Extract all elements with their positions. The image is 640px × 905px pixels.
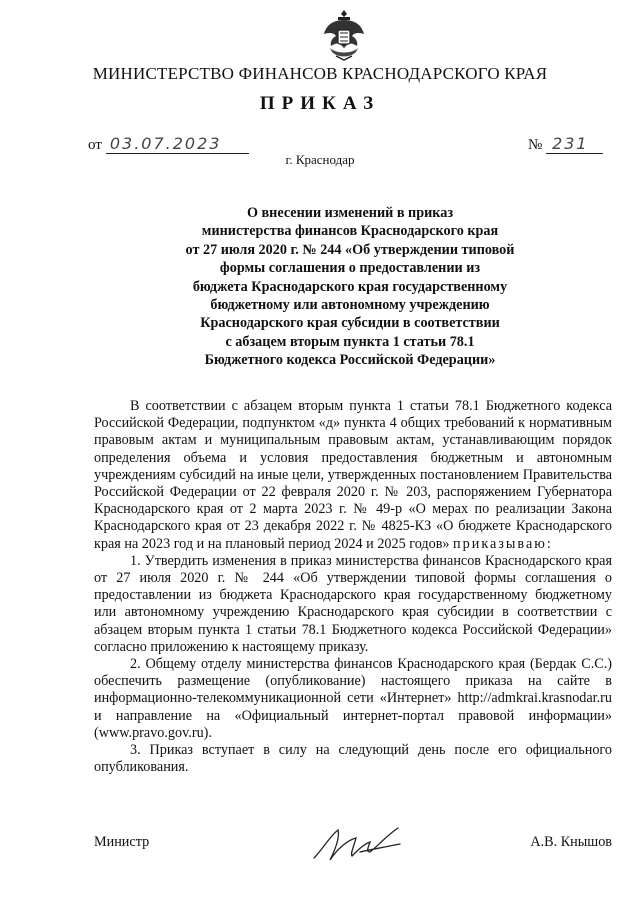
date-prefix: от <box>88 137 102 153</box>
coat-of-arms-icon <box>322 8 366 62</box>
title-line: формы соглашения о предоставлении из <box>219 260 481 277</box>
order-item-3: 3. Приказ вступает в силу на следующий день после его официального опубликования. <box>94 742 612 776</box>
city: г. Краснодар <box>285 152 355 167</box>
order-date-row <box>88 134 249 154</box>
title-line: с абзацем вторым пункта 1 статьи 78.1 <box>225 333 475 350</box>
order-item-1: 1. Утвердить изменения в приказ министерства финансов Краснодарского края от 27 июля 2020 г. № 244 «Об утверждении типовой формы соглашения о предоставлении из бюджета Краснодарского края государственному бюджетному или автономному учреждению Краснодарского края субсидии в соответствии с абзацем вторым пункта 1 статьи 78.1 Бюджетного кодекса Российской Федерации» согласно приложению к настоящему приказу. <box>94 552 612 655</box>
order-number-row <box>528 134 603 154</box>
order-title <box>150 204 550 370</box>
ministry-name: МИНИСТЕРСТВО ФИНАНСОВ КРАСНОДАРСКОГО КРАЯ <box>92 64 548 83</box>
title-line: бюджетному или автономному учреждению <box>210 297 490 314</box>
order-number: 231 <box>546 134 603 154</box>
signer-name: А.В. Кнышов <box>530 834 612 850</box>
document-type: ПРИКАЗ <box>259 93 381 114</box>
title-line: Бюджетного кодекса Российской Федерации» <box>204 352 496 369</box>
order-item-2: 2. Общему отделу министерства финансов Краснодарского края (Бердак С.С.) обеспечить размещение (опубликование) настоящего приказа на сайте в информационно-телекоммуникационной сети «Интернет» http://admkrai.krasnodar.ru и направление на «Официальный интернет-портал правовой информации» (www.pravo.gov.ru). <box>94 656 612 741</box>
order-date: 03.07.2023 <box>106 134 250 154</box>
title-line: министерства финансов Краснодарского края <box>201 223 499 240</box>
title-line: от 27 июля 2020 г. № 244 «Об утверждении типовой <box>185 241 515 258</box>
handwritten-signature-icon <box>308 822 408 866</box>
signer-position: Министр <box>94 834 150 850</box>
title-line: Краснодарского края субсидии в соответствии <box>200 315 500 332</box>
preamble-text: В соответствии с абзацем вторым пункта 1 статьи 78.1 Бюджетного кодекса Российской Федерации, подпунктом «д» пункта 4 общих требований к нормативным правовым актам и муниципальным правовым актам, устанавливающим порядок определения объема и условия предоставления бюджетным и автономным учреждениям субсидий на иные цели, утвержденных постановлением Правительства Российской Федерации от 22 февраля 2020 г. № 203, распоряжением Губернатора Краснодарского края от 2 марта 2023 г. № 49-р «О мерах по реализации Закона Краснодарского края от 23 декабря 2022 г. № 4825-КЗ «О бюджете Краснодарского края на 2023 год и на плановый период 2024 и 2025 годов» <box>94 398 612 552</box>
order-body <box>94 398 612 776</box>
order-word: приказываю: <box>453 535 553 552</box>
title-line: О внесении изменений в приказ <box>246 205 454 221</box>
number-prefix: № <box>528 137 543 153</box>
title-line: бюджета Краснодарского края государственному <box>192 278 508 295</box>
preamble-paragraph <box>94 398 612 553</box>
